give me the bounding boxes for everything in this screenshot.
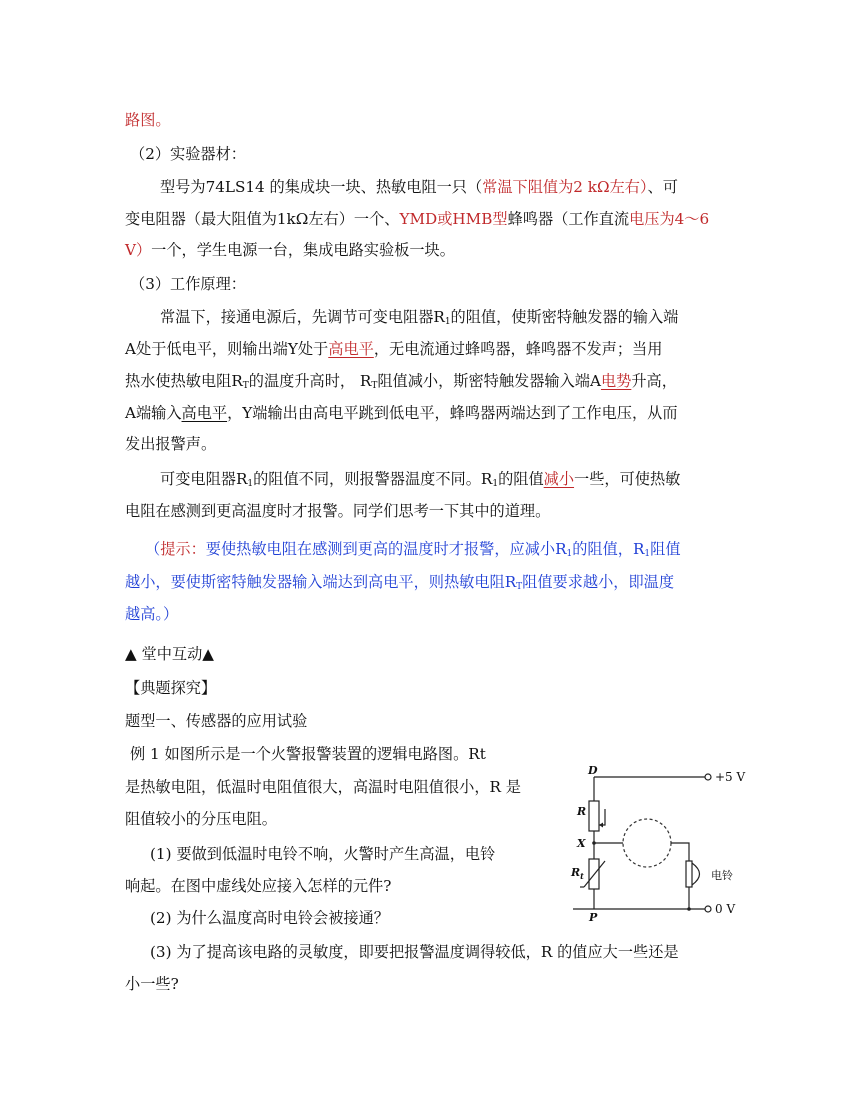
question-1-cont: 响起。在图中虚线处应接入怎样的元件? bbox=[125, 877, 392, 895]
bell bbox=[686, 861, 692, 887]
node-x-label: X bbox=[577, 837, 586, 850]
example-line-2: 是热敏电阻，低温时电阻值很大，高温时电阻值很小，R 是 bbox=[125, 778, 521, 796]
ground-terminal bbox=[705, 906, 711, 912]
principle-line-3: 热水使热敏电阻$R_T$的温度升高时， $R_T$阻值减小，斯密特触发器输入端A电势升高， bbox=[125, 372, 677, 391]
supply-zero-label: 0 V bbox=[715, 902, 736, 916]
missing-element-placeholder bbox=[623, 819, 671, 867]
example-line-1: 例 1 如图所示是一个火警报警装置的逻辑电路图。Rt bbox=[130, 745, 486, 763]
section-title: ▲ 堂中互动▲ bbox=[125, 645, 214, 663]
question-3-cont: 小一些? bbox=[125, 975, 179, 993]
materials-heading: （2）实验器材： bbox=[130, 145, 246, 163]
question-1: (1) 要做到低温时电铃不响，火警时产生高温，电铃 bbox=[150, 845, 496, 863]
question-2: (2) 为什么温度高时电铃会被接通？ bbox=[150, 909, 389, 927]
thermistor-label: $R_t$ bbox=[571, 866, 584, 881]
question-3: (3) 为了提高该电路的灵敏度，即要把报警温度调得较低，R 的值应大一些还是 bbox=[150, 943, 679, 961]
variable-resistor-wiper bbox=[599, 809, 605, 825]
resistor-r-label: R bbox=[577, 805, 587, 818]
resistor-r bbox=[589, 801, 599, 831]
continued-text: 路图。 bbox=[125, 111, 171, 129]
principle-line-2: A处于低电平，则输出端Y处于高电平，无电流通过蜂鸣器，蜂鸣器不发声；当用 bbox=[125, 340, 663, 358]
supply-positive-label: +5 V bbox=[715, 770, 746, 784]
materials-line-2: 变电阻器（最大阻值为1kΩ左右）一个、YMD或HMB型蜂鸣器（工作直流电压为4～6 bbox=[125, 210, 710, 228]
bracket-title: 【典题探究】 bbox=[125, 679, 217, 697]
type-title: 题型一、传感器的应用试验 bbox=[125, 712, 308, 730]
principle-line-6: 可变电阻器$R_1$的阻值不同，则报警器温度不同。$R_1$的阻值减小一些，可使热敏 bbox=[160, 470, 681, 489]
principle-heading: （3）工作原理： bbox=[130, 275, 246, 293]
principle-line-7: 电阻在感测到更高温度时才报警。同学们思考一下其中的道理。 bbox=[125, 502, 551, 520]
principle-line-5: 发出报警声。 bbox=[125, 435, 217, 453]
principle-line-4: A端输入高电平，Y端输出由高电平跳到低电平，蜂鸣器两端达到了工作电压，从而 bbox=[125, 404, 678, 422]
alarm-circuit-diagram bbox=[565, 763, 755, 923]
example-line-3: 阻值较小的分压电阻。 bbox=[125, 810, 277, 828]
hint-line-2: 越小，要使斯密特触发器输入端达到高电平，则热敏电阻$R_T$阻值要求越小，即温度 bbox=[125, 573, 675, 592]
node-p-label: P bbox=[589, 911, 598, 923]
positive-terminal bbox=[705, 774, 711, 780]
principle-line-1: 常温下，接通电源后，先调节可变电阻器$R_1$的阻值，使斯密特触发器的输入端 bbox=[160, 308, 679, 327]
materials-line-1: 型号为74LS14 的集成块一块、热敏电阻一只（常温下阻值为2 kΩ左右）、可 bbox=[160, 178, 678, 196]
bell-label: 电铃 bbox=[711, 869, 733, 882]
node-d-label: D bbox=[588, 764, 598, 777]
materials-line-3: V）一个，学生电源一台，集成电路实验板一块。 bbox=[125, 241, 455, 259]
hint-line-3: 越高。） bbox=[125, 605, 179, 623]
hint-line-1: （提示：要使热敏电阻在感测到更高的温度时才报警，应减小$R_1$的阻值，$R_1$阻值 bbox=[145, 540, 681, 559]
